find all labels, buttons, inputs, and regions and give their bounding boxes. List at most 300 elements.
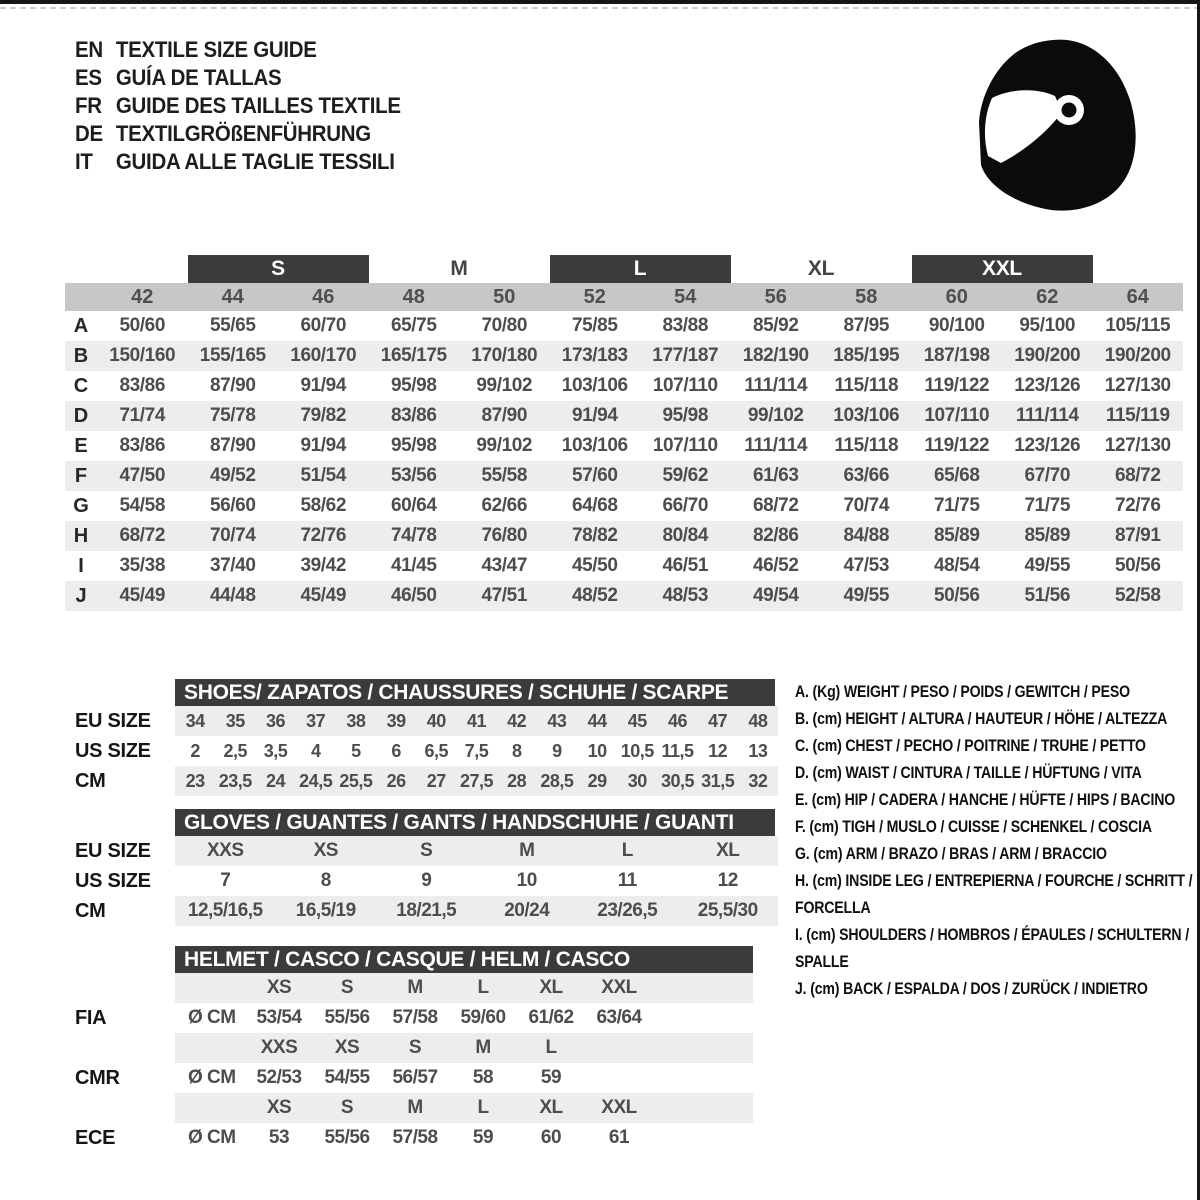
helmet-fia-label: FIA: [75, 1006, 107, 1029]
language-title: TEXTILE SIZE GUIDE: [115, 37, 317, 62]
helmet-table: [175, 973, 753, 1153]
helmet-value: 56/57: [392, 1067, 438, 1088]
measurement-value: 103/106: [561, 375, 628, 396]
helmet-size: XS: [334, 1037, 360, 1058]
size-number: 46: [312, 285, 335, 308]
measurement-value: 72/76: [1114, 495, 1161, 516]
helmet-size: XL: [539, 1097, 563, 1118]
measurement-value: 61/63: [752, 465, 799, 486]
size-value: 9: [421, 870, 432, 891]
size-value: 7,5: [464, 740, 489, 761]
table-row-d: [65, 401, 1183, 431]
measurement-value: 65/68: [933, 465, 980, 486]
empty-cell: [175, 1033, 245, 1063]
size-value: 4: [310, 740, 321, 761]
size-value: 10: [516, 870, 537, 891]
measurement-value: 46/52: [752, 555, 799, 576]
helmet-size: S: [340, 977, 354, 998]
gloves-section-title: GLOVES / GUANTES / GANTS / HANDSCHUHE / GUANTI: [175, 809, 775, 836]
shoes-cm-label: CM: [75, 769, 106, 792]
measurement-value: 87/95: [843, 315, 890, 336]
measurement-value: 127/130: [1104, 435, 1171, 456]
size-value: 28,5: [540, 770, 574, 791]
measurement-value: 115/118: [834, 375, 899, 396]
measurement-value: 45/49: [119, 585, 166, 606]
size-value: 9: [552, 740, 562, 761]
measurement-value: 79/82: [300, 405, 347, 426]
size-value: 8: [320, 870, 331, 891]
measurement-value: 76/80: [481, 525, 528, 546]
measurement-value: 48/52: [571, 585, 618, 606]
measurement-value: 111/114: [1015, 405, 1079, 426]
helmet-value: 61: [608, 1127, 630, 1148]
size-value: 3,5: [263, 740, 288, 761]
measurement-value: 91/94: [300, 435, 347, 456]
measurement-value: 83/86: [390, 405, 437, 426]
shoes-rows-row: [175, 706, 778, 736]
measurement-value: 127/130: [1104, 375, 1171, 396]
size-value: 27,5: [459, 770, 494, 791]
row-letter: J: [75, 584, 87, 607]
measurement-value: 83/86: [119, 435, 166, 456]
helmet-value: 52/53: [256, 1067, 302, 1088]
size-value: 25,5/30: [697, 900, 758, 921]
size-value: 23/26,5: [597, 900, 658, 921]
row-letter: C: [73, 374, 89, 397]
size-value: 20/24: [504, 900, 550, 921]
helmet-value: 55/56: [324, 1127, 370, 1148]
measurement-value: 99/102: [476, 375, 533, 396]
language-row: [75, 64, 401, 92]
measurement-value: 91/94: [571, 405, 618, 426]
helmet-size: L: [477, 977, 489, 998]
size-value: 39: [386, 710, 406, 731]
helmet-value: 57/58: [392, 1007, 438, 1028]
size-value: 12: [708, 740, 728, 761]
gloves-cm-label: CM: [75, 899, 106, 922]
measurement-value: 67/70: [1024, 465, 1071, 486]
table-row-h: [65, 521, 1183, 551]
helmet-size: XXL: [601, 977, 637, 998]
measurement-value: 37/40: [209, 555, 256, 576]
table-row-g: [65, 491, 1183, 521]
helmet-size: XS: [266, 1097, 292, 1118]
measurement-value: 56/60: [209, 495, 256, 516]
measurement-value: 68/72: [752, 495, 799, 516]
size-value: 42: [507, 710, 527, 731]
measurement-value: 103/106: [561, 435, 628, 456]
language-code: DE: [75, 121, 103, 146]
size-label-s: S: [188, 255, 369, 283]
table-row-a: [65, 311, 1183, 341]
measurement-value: 185/195: [833, 345, 900, 366]
measurement-value: 41/45: [390, 555, 437, 576]
measurement-value: 155/165: [199, 345, 266, 366]
measurement-value: 62/66: [481, 495, 528, 516]
size-value: 7: [220, 870, 231, 891]
size-number: 62: [1036, 285, 1059, 308]
helmet-size: S: [408, 1037, 422, 1058]
measurement-value: 95/98: [390, 375, 437, 396]
diameter-label: Ø CM: [188, 1007, 236, 1028]
title-language-list: [75, 36, 401, 176]
perforation-line: [0, 7, 1200, 9]
racing-helmet-icon: [950, 18, 1200, 218]
table-row-i: [65, 551, 1183, 581]
measurement-value: 119/122: [924, 375, 990, 396]
measurement-value: 47/53: [843, 555, 890, 576]
gloves-rows-row: [175, 866, 778, 896]
size-number: 54: [674, 285, 697, 308]
row-letter: I: [78, 554, 84, 577]
measurement-value: 54/58: [119, 495, 166, 516]
size-value: 11: [617, 870, 637, 891]
legend-entry: C. (cm) CHEST / PECHO / POITRINE / TRUHE / PETTO: [795, 736, 1146, 755]
helmet-size: XL: [539, 977, 563, 998]
language-code: IT: [75, 149, 93, 174]
empty-cell: [175, 973, 245, 1003]
helmet-value: 57/58: [392, 1127, 438, 1148]
size-value: 32: [748, 770, 768, 791]
shoes-section-title: SHOES/ ZAPATOS / CHAUSSURES / SCHUHE / SCARPE: [175, 679, 775, 706]
helmet-value: 59/60: [460, 1007, 506, 1028]
size-value: 29: [587, 770, 607, 791]
measurement-value: 83/86: [119, 375, 166, 396]
helmet-size: L: [545, 1037, 557, 1058]
size-value: 6,5: [424, 740, 449, 761]
size-number: 64: [1126, 285, 1149, 308]
size-label-row: [65, 255, 1183, 283]
measurement-value: 49/52: [209, 465, 256, 486]
measurement-legend: [795, 678, 1193, 1002]
size-value: 10: [587, 740, 607, 761]
size-value: XXS: [206, 840, 244, 861]
legend-entry: A. (Kg) WEIGHT / PESO / POIDS / GEWITCH / PESO: [795, 682, 1130, 701]
measurement-value: 50/56: [1114, 555, 1161, 576]
table-row-j: [65, 581, 1183, 611]
measurement-value: 78/82: [571, 525, 618, 546]
row-letter: F: [74, 464, 88, 487]
legend-entry: F. (cm) TIGH / MUSLO / CUISSE / SCHENKEL / COSCIA: [795, 817, 1152, 836]
measurement-value: 105/115: [1105, 315, 1171, 336]
size-number: 52: [583, 285, 606, 308]
diameter-label: Ø CM: [188, 1127, 236, 1148]
measurement-value: 35/38: [119, 555, 166, 576]
row-letter: A: [73, 314, 89, 337]
measurement-value: 85/89: [1024, 525, 1071, 546]
helmet-values-row: [175, 1003, 753, 1033]
measurement-value: 49/55: [1024, 555, 1071, 576]
measurement-value: 95/100: [1019, 315, 1076, 336]
size-number: 56: [764, 285, 787, 308]
helmet-values-row: [175, 1063, 753, 1093]
helmet-value: 63/64: [596, 1007, 642, 1028]
measurement-value: 80/84: [662, 525, 709, 546]
size-label-l: L: [550, 255, 731, 283]
row-letter: G: [73, 494, 89, 517]
gloves-table: [175, 836, 778, 926]
measurement-value: 48/53: [662, 585, 709, 606]
measurement-value: 111/114: [744, 435, 808, 456]
measurement-value: 57/60: [571, 465, 618, 486]
size-value: 38: [346, 710, 366, 731]
gloves-eu-size-label: EU SIZE: [75, 839, 151, 862]
measurement-value: 170/180: [471, 345, 538, 366]
measurement-value: 107/110: [652, 375, 718, 396]
table-row-e: [65, 431, 1183, 461]
row-letter: H: [73, 524, 89, 547]
measurement-value: 87/90: [209, 435, 256, 456]
legend-entry: I. (cm) SHOULDERS / HOMBROS / ÉPAULES / SCHULTERN / SPALLE: [795, 925, 1189, 971]
legend-entry: B. (cm) HEIGHT / ALTURA / HAUTEUR / HÖHE / ALTEZZA: [795, 709, 1168, 728]
size-value: XS: [313, 840, 338, 861]
language-row: [75, 148, 401, 176]
shoes-rows-row: [175, 766, 778, 796]
measurement-value: 52/58: [1114, 585, 1161, 606]
size-number: 60: [945, 285, 968, 308]
measurement-value: 119/122: [924, 435, 990, 456]
measurement-value: 87/90: [481, 405, 528, 426]
measurement-value: 55/65: [209, 315, 256, 336]
measurement-value: 82/86: [752, 525, 799, 546]
helmet-sizes-row: [175, 1093, 753, 1123]
measurement-value: 99/102: [747, 405, 804, 426]
measurement-value: 177/187: [652, 345, 719, 366]
language-code: ES: [75, 65, 102, 90]
measurement-value: 99/102: [476, 435, 533, 456]
measurement-value: 45/49: [300, 585, 347, 606]
helmet-size: M: [407, 977, 423, 998]
helmet-values-row: [175, 1123, 753, 1153]
size-number: 42: [131, 285, 154, 308]
measurement-value: 187/198: [923, 345, 990, 366]
measurement-value: 45/50: [571, 555, 618, 576]
measurement-value: 66/70: [662, 495, 709, 516]
measurement-value: 83/88: [662, 315, 709, 336]
measurement-value: 150/160: [109, 345, 176, 366]
size-value: L: [621, 840, 633, 861]
helmet-sizes-row: [175, 973, 753, 1003]
size-value: 41: [466, 710, 486, 731]
helmet-value: 59: [540, 1067, 562, 1088]
corner-cell: [65, 283, 97, 311]
size-value: 43: [547, 710, 567, 731]
size-value: 18/21,5: [396, 900, 457, 921]
size-value: 5: [351, 740, 361, 761]
size-value: 10,5: [620, 740, 654, 761]
size-value: 11,5: [661, 740, 694, 761]
measurement-value: 43/47: [481, 555, 528, 576]
measurement-value: 72/76: [300, 525, 347, 546]
helmet-size: M: [475, 1037, 491, 1058]
measurement-value: 58/62: [300, 495, 347, 516]
size-number: 44: [221, 285, 244, 308]
measurement-value: 70/74: [843, 495, 890, 516]
measurement-value: 51/54: [300, 465, 347, 486]
legend-entry: D. (cm) WAIST / CINTURA / TAILLE / HÜFTUNG / VITA: [795, 763, 1142, 782]
size-value: 34: [185, 710, 205, 731]
shoes-us-size-label: US SIZE: [75, 739, 151, 762]
measurement-value: 190/200: [1104, 345, 1171, 366]
measurement-value: 47/50: [119, 465, 166, 486]
measurement-value: 95/98: [662, 405, 709, 426]
measurement-value: 71/75: [1024, 495, 1071, 516]
size-value: 27: [426, 770, 446, 791]
measurement-value: 49/55: [843, 585, 890, 606]
measurement-value: 44/48: [209, 585, 256, 606]
row-letter: E: [74, 434, 88, 457]
size-label-m: M: [450, 257, 468, 280]
helmet-sizes-row: [175, 1033, 753, 1063]
measurement-value: 65/75: [390, 315, 437, 336]
measurement-value: 74/78: [390, 525, 437, 546]
helmet-size: S: [340, 1097, 354, 1118]
measurement-value: 87/90: [209, 375, 256, 396]
size-label-xl: XL: [807, 257, 835, 280]
measurement-value: 84/88: [843, 525, 890, 546]
helmet-value: 60: [540, 1127, 562, 1148]
legend-entry: H. (cm) INSIDE LEG / ENTREPIERNA / FOURCHE / SCHRITT / FORCELLA: [795, 871, 1193, 917]
measurement-value: 87/91: [1114, 525, 1161, 546]
size-value: 30,5: [660, 770, 695, 791]
measurement-value: 51/56: [1024, 585, 1071, 606]
measurement-value: 107/110: [924, 405, 990, 426]
size-value: 2: [190, 740, 200, 761]
measurement-value: 39/42: [300, 555, 347, 576]
size-value: 8: [511, 740, 522, 761]
size-value: 45: [627, 710, 647, 731]
size-number-row: [65, 283, 1183, 311]
measurement-value: 68/72: [119, 525, 166, 546]
language-code: FR: [75, 93, 102, 118]
measurement-value: 46/51: [662, 555, 709, 576]
measurement-value: 85/92: [752, 315, 799, 336]
helmet-ece-label: ECE: [75, 1126, 116, 1149]
size-value: XL: [716, 840, 740, 861]
language-title: GUÍA DE TALLAS: [115, 65, 282, 90]
empty-cell: [175, 1093, 245, 1123]
measurement-value: 60/64: [390, 495, 437, 516]
language-row: [75, 120, 401, 148]
language-code: EN: [75, 37, 103, 62]
measurement-value: 46/50: [390, 585, 437, 606]
textile-size-table: [65, 255, 1183, 611]
helmet-value: 55/56: [324, 1007, 370, 1028]
legend-entry: E. (cm) HIP / CADERA / HANCHE / HÜFTE / HIPS / BACINO: [795, 790, 1176, 809]
size-label-xxl: XXL: [912, 255, 1093, 283]
measurement-value: 115/118: [834, 435, 899, 456]
size-value: 48: [748, 710, 768, 731]
measurement-value: 64/68: [571, 495, 618, 516]
helmet-value: 53/54: [256, 1007, 302, 1028]
measurement-value: 111/114: [744, 375, 808, 396]
size-value: 23: [185, 770, 205, 791]
size-value: 40: [426, 710, 446, 731]
measurement-value: 70/74: [209, 525, 256, 546]
size-value: 25,5: [339, 770, 373, 791]
size-value: 44: [587, 710, 607, 731]
gloves-rows-row: [175, 836, 778, 866]
helmet-size: XXL: [601, 1097, 637, 1118]
helmet-cmr-label: CMR: [75, 1066, 120, 1089]
table-row-c: [65, 371, 1183, 401]
measurement-value: 47/51: [481, 585, 528, 606]
shoes-eu-size-label: EU SIZE: [75, 709, 151, 732]
language-row: [75, 36, 401, 64]
measurement-value: 71/74: [119, 405, 166, 426]
language-title: GUIDE DES TAILLES TEXTILE: [115, 93, 401, 118]
measurement-value: 70/80: [481, 315, 528, 336]
measurement-value: 103/106: [833, 405, 900, 426]
legend-entry: J. (cm) BACK / ESPALDA / DOS / ZURÜCK / INDIETRO: [795, 979, 1148, 998]
top-border: [0, 0, 1200, 4]
size-value: 35: [225, 710, 245, 731]
size-value: 28: [507, 770, 527, 791]
measurement-value: 123/126: [1014, 375, 1081, 396]
shoes-table: [175, 706, 778, 796]
size-value: 47: [708, 710, 728, 731]
table-row-f: [65, 461, 1183, 491]
size-value: 31,5: [701, 770, 735, 791]
helmet-size: L: [477, 1097, 489, 1118]
size-value: 16,5/19: [295, 900, 356, 921]
measurement-value: 60/70: [300, 315, 347, 336]
measurement-value: 173/183: [561, 345, 628, 366]
size-value: 24,5: [299, 770, 333, 791]
helmet-value: 59: [472, 1127, 494, 1148]
size-value: 6: [391, 740, 401, 761]
measurement-rows: [65, 311, 1183, 611]
helmet-value: 61/62: [528, 1007, 574, 1028]
language-title: TEXTILGRÖßENFÜHRUNG: [115, 121, 371, 146]
table-row-b: [65, 341, 1183, 371]
row-letter: D: [73, 404, 89, 427]
shoes-rows-row: [175, 736, 778, 766]
measurement-value: 53/56: [390, 465, 437, 486]
helmet-value: 54/55: [324, 1067, 370, 1088]
helmet-size: XS: [266, 977, 292, 998]
measurement-value: 50/56: [933, 585, 980, 606]
helmet-size: XXS: [260, 1037, 298, 1058]
measurement-value: 115/119: [1105, 405, 1170, 426]
language-title: GUIDA ALLE TAGLIE TESSILI: [115, 149, 395, 174]
row-letter: B: [73, 344, 89, 367]
gloves-us-size-label: US SIZE: [75, 869, 151, 892]
language-row: [75, 92, 401, 120]
size-value: 13: [748, 740, 768, 761]
measurement-value: 190/200: [1014, 345, 1081, 366]
measurement-value: 49/54: [752, 585, 799, 606]
measurement-value: 85/89: [933, 525, 980, 546]
helmet-section-title: HELMET / CASCO / CASQUE / HELM / CASCO: [175, 946, 753, 973]
diameter-label: Ø CM: [188, 1067, 236, 1088]
size-value: M: [519, 840, 535, 861]
measurement-value: 55/58: [481, 465, 528, 486]
measurement-value: 107/110: [652, 435, 718, 456]
measurement-value: 63/66: [843, 465, 890, 486]
size-value: 37: [306, 710, 326, 731]
size-value: 36: [265, 710, 285, 731]
size-value: 24: [265, 770, 285, 791]
size-value: S: [420, 840, 433, 861]
size-value: 46: [667, 710, 687, 731]
measurement-value: 59/62: [662, 465, 709, 486]
measurement-value: 123/126: [1014, 435, 1081, 456]
size-number: 58: [855, 285, 878, 308]
helmet-value: 58: [472, 1067, 494, 1088]
legend-entry: G. (cm) ARM / BRAZO / BRAS / ARM / BRACCIO: [795, 844, 1107, 863]
gloves-rows-row: [175, 896, 778, 926]
